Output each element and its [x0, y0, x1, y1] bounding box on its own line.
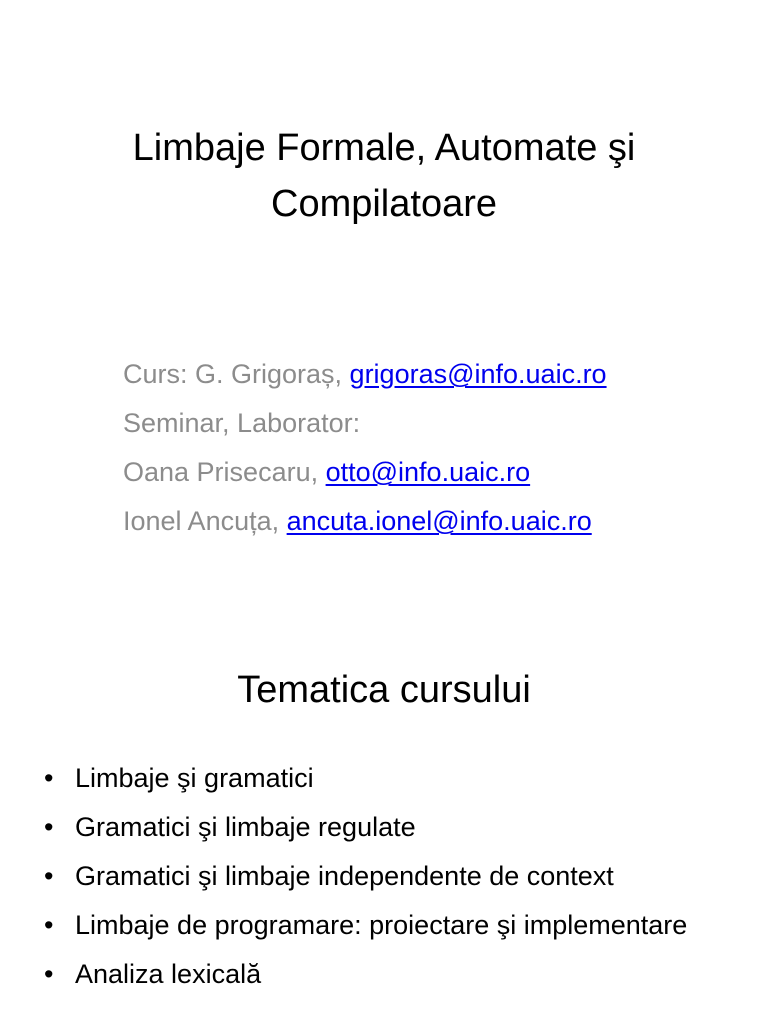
contact-seminar-heading [123, 399, 607, 448]
contact-ancuta [123, 497, 607, 546]
list-item-text: Gramatici şi limbaje independente de context [75, 861, 614, 891]
bullet-icon: • [44, 861, 54, 891]
contact-label: Curs: G. Grigoraș, [123, 359, 350, 389]
list-item [44, 758, 734, 798]
list-item-text: Analiza lexicală [75, 959, 262, 989]
email-link-otto[interactable]: otto@info.uaic.ro [325, 457, 531, 487]
bullet-icon: • [44, 812, 54, 842]
slide-title-line-1: Limbaje Formale, Automate şi [132, 127, 636, 169]
list-item [44, 807, 734, 847]
contact-list [123, 350, 607, 546]
contact-label: Oana Prisecaru, [123, 457, 326, 487]
topics-slide [0, 590, 768, 1024]
slide-title [40, 120, 728, 232]
list-item [44, 905, 734, 945]
bullet-icon: • [44, 910, 54, 940]
list-item [44, 954, 734, 994]
contact-label: Ionel Ancuța, [123, 506, 287, 536]
list-item [44, 856, 734, 896]
contact-course [123, 350, 607, 399]
slide-title-line-2: Compilatoare [271, 183, 497, 225]
topics-list [44, 758, 734, 1003]
email-link-grigoras[interactable]: grigoras@info.uaic.ro [349, 359, 607, 389]
contact-label: Seminar, Laborator: [123, 408, 361, 438]
list-item-text: Limbaje de programare: proiectare şi implementare [75, 910, 688, 940]
email-link-ancuta[interactable]: ancuta.ionel@info.uaic.ro [286, 506, 592, 536]
bullet-icon: • [44, 763, 54, 793]
contact-prisecaru [123, 448, 607, 497]
topics-title: Tematica cursului [237, 669, 531, 711]
bullet-icon: • [44, 959, 54, 989]
list-item-text: Limbaje şi gramatici [75, 763, 314, 793]
list-item-text: Gramatici şi limbaje regulate [75, 812, 416, 842]
